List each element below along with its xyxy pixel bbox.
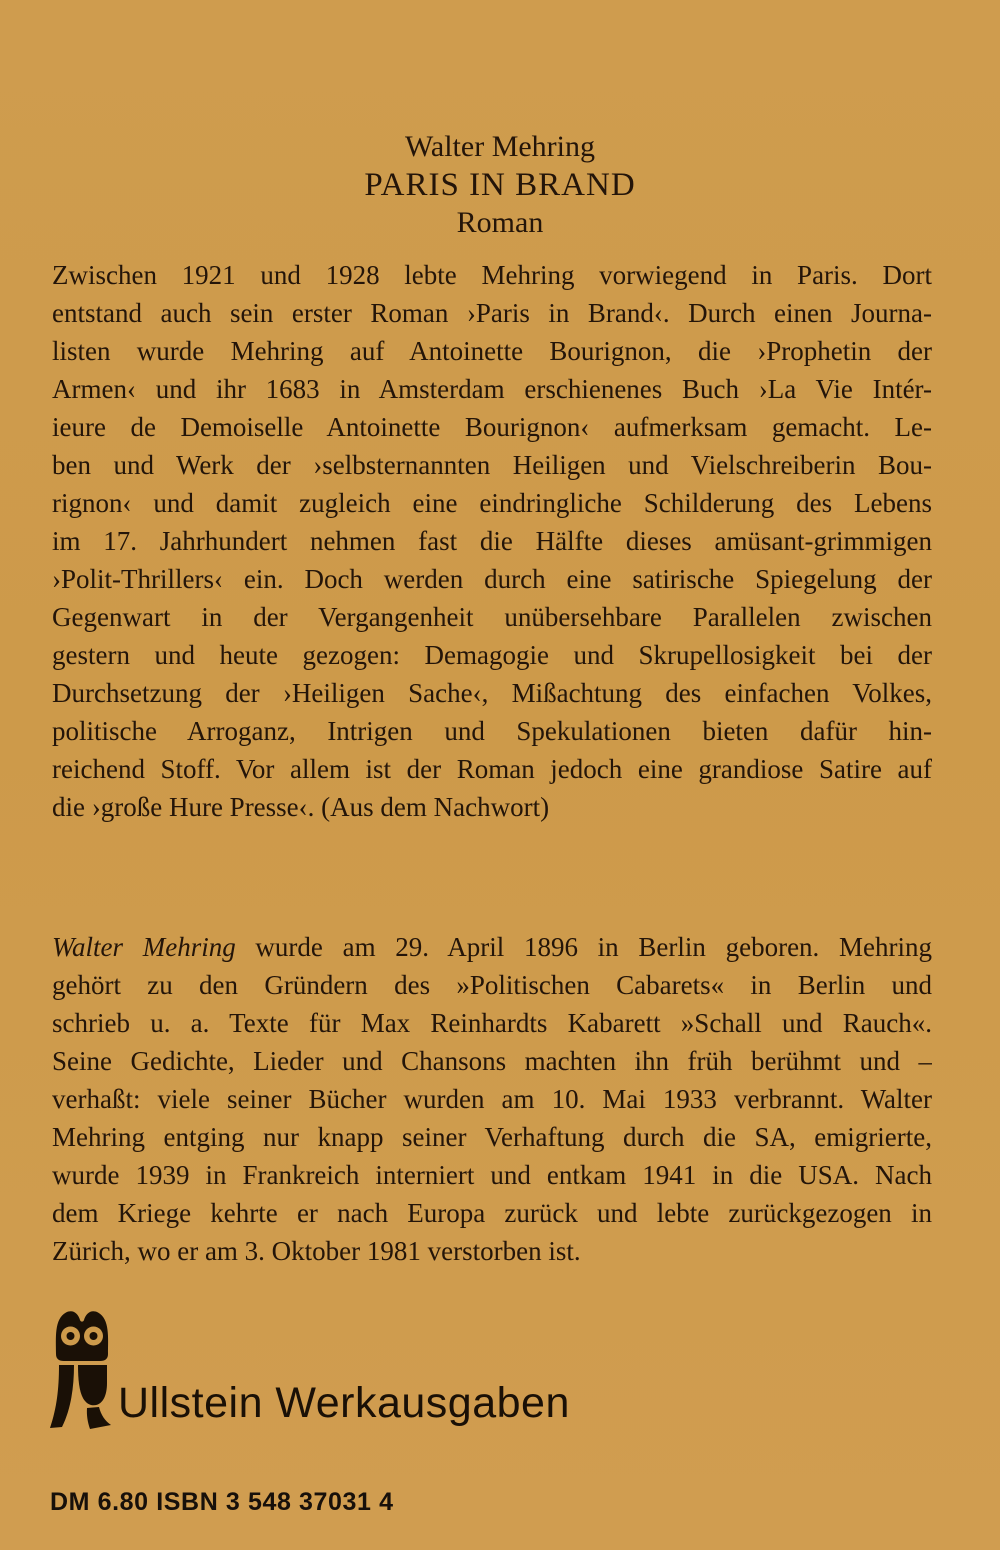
- publisher-name: Ullstein Werkausgaben: [118, 1379, 570, 1427]
- title-block: [0, 128, 1000, 242]
- synopsis-paragraph: [52, 256, 932, 826]
- text-line: Armen‹ und ihr 1683 in Amsterdam erschienenes Buch ›La Vie Intér-: [52, 374, 932, 404]
- biography-paragraph: [52, 928, 932, 1270]
- text-line: schrieb u. a. Texte für Max Reinhardts Kabarett »Schall und Rauch«.: [52, 1008, 932, 1038]
- owl-icon: [50, 1308, 112, 1430]
- text-line: im 17. Jahrhundert nehmen fast die Hälfte dieses amüsant-grimmigen: [52, 526, 932, 556]
- text-line: reichend Stoff. Vor allem ist der Roman jedoch eine grandiose Satire auf: [52, 754, 932, 784]
- text-line: listen wurde Mehring auf Antoinette Bourignon, die ›Prophetin der: [52, 336, 932, 366]
- text-line: Durchsetzung der ›Heiligen Sache‹, Mißachtung des einfachen Volkes,: [52, 678, 932, 708]
- text-line: Zürich, wo er am 3. Oktober 1981 verstorben ist.: [52, 1236, 581, 1266]
- book-title: PARIS IN BRAND: [364, 167, 636, 203]
- text-line: ieure de Demoiselle Antoinette Bourignon‹ aufmerksam gemacht. Le-: [52, 412, 932, 442]
- text-line: verhaßt: viele seiner Bücher wurden am 10. Mai 1933 verbrannt. Walter: [52, 1084, 932, 1114]
- text-line: rignon‹ und damit zugleich eine eindringliche Schilderung des Lebens: [52, 488, 932, 518]
- text-line: politische Arroganz, Intrigen und Spekulationen bieten dafür hin-: [52, 716, 932, 746]
- text-line: dem Kriege kehrte er nach Europa zurück und lebte zurückgezogen in: [52, 1198, 932, 1228]
- text-line: Seine Gedichte, Lieder und Chansons machten ihn früh berühmt und –: [52, 1046, 932, 1076]
- publisher-block: [50, 1306, 570, 1430]
- text-line: ›Polit-Thrillers‹ ein. Doch werden durch eine satirische Spiegelung der: [52, 564, 932, 594]
- book-author: Walter Mehring: [404, 130, 596, 163]
- text-line: die ›große Hure Presse‹. (Aus dem Nachwort): [52, 792, 550, 822]
- text-line: Zwischen 1921 und 1928 lebte Mehring vorwiegend in Paris. Dort: [52, 260, 932, 290]
- book-genre: Roman: [456, 206, 544, 239]
- author-name-italic: Walter Mehring: [52, 932, 236, 962]
- text-line: Gegenwart in der Vergangenheit unübersehbare Parallelen zwischen: [52, 602, 932, 632]
- text-line: gestern und heute gezogen: Demagogie und Skrupellosigkeit bei der: [52, 640, 932, 670]
- text-line: Mehring entging nur knapp seiner Verhaftung durch die SA, emigrierte,: [52, 1122, 932, 1152]
- text-line: [52, 928, 932, 966]
- text-line: wurde 1939 in Frankreich interniert und entkam 1941 in die USA. Nach: [52, 1160, 932, 1190]
- text-line: gehört zu den Gründern des »Politischen Cabarets« in Berlin und: [52, 970, 932, 1000]
- text-line: entstand auch sein erster Roman ›Paris in Brand‹. Durch einen Journa-: [52, 298, 932, 328]
- price-isbn: DM 6.80 ISBN 3 548 37031 4: [50, 1488, 394, 1516]
- bio-line-rest: wurde am 29. April 1896 in Berlin geboren. Mehring: [255, 932, 932, 962]
- text-line: ben und Werk der ›selbsternannten Heiligen und Vielschreiberin Bou-: [52, 450, 932, 480]
